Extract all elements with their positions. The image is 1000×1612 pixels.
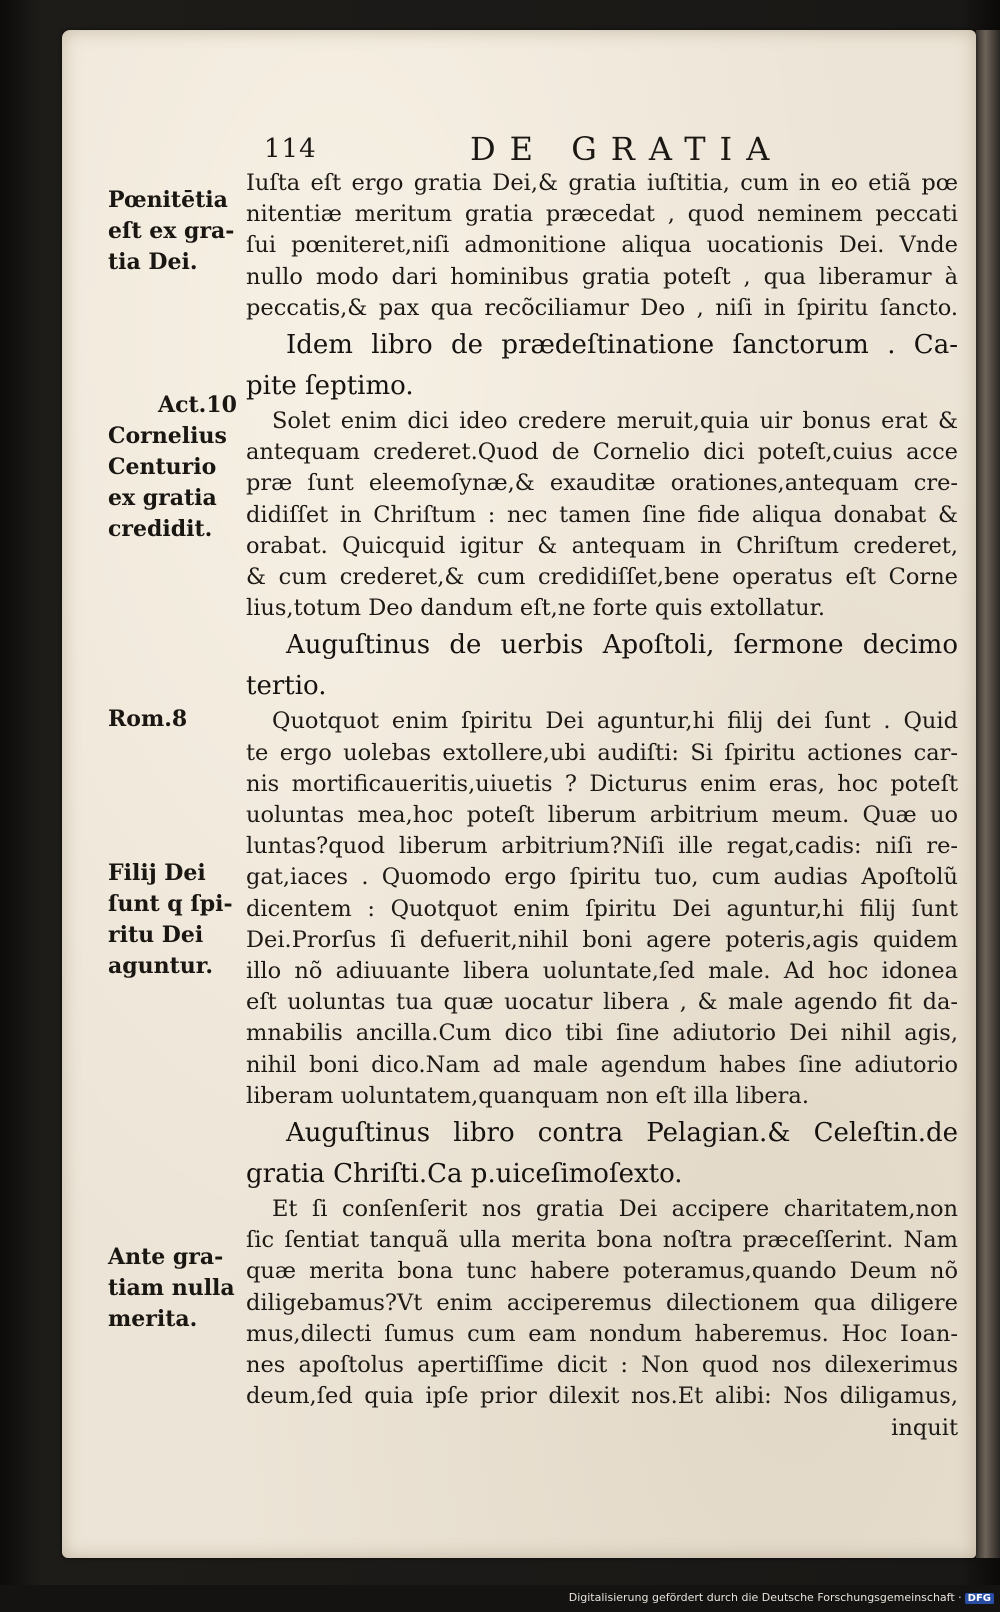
- text-line: antequam crederet.Quod de Cornelio dici poteſt,cuius acce: [246, 439, 958, 466]
- page-number: 114: [264, 134, 317, 164]
- text-line: ſui pœniteret,niſi admonitione aliqua uocationis Dei. Vnde: [246, 232, 958, 259]
- text-line: Dei.Prorſus ſi defuerit,nihil boni agere poteris,agis quidem: [246, 926, 958, 953]
- text-line: nes apoſtolus apertiſſime dicit : Non quod nos dilexerimus: [246, 1352, 958, 1379]
- text-line: illo nõ adiuuante libera uoluntate,ſed male. Ad hoc idonea: [246, 958, 958, 985]
- text-line: luntas?quod liberum arbitrium?Niſi ille regat,cadis: niſi re-: [246, 833, 958, 860]
- page-header: [62, 130, 976, 170]
- text-line: uoluntas mea,hoc poteſt liberum arbitrium meum. Quæ uo: [246, 802, 958, 829]
- text-line: ſic ſentiat tanquã ulla merita bona noſtra præceſſerint. Nam: [246, 1227, 958, 1254]
- text-line: mnabilis ancilla.Cum dico tibi ſine adiutorio Dei nihil agis,: [246, 1020, 958, 1047]
- text-line: diligebamus?Vt enim acciperemus dilectionem qua diligere: [246, 1289, 958, 1316]
- text-line: nis mortificaueritis,uiuetis ? Dicturus enim eras, hoc poteſt: [246, 770, 958, 797]
- text-line: mus,dilecti ſumus cum eam nondum haberemus. Hoc Ioan-: [246, 1320, 958, 1347]
- marginal-note: Pœnitētia eſt ex gra- tia Dei.: [108, 187, 235, 275]
- text-line: lius,totum Deo dandum eſt,ne forte quis extollatur.: [246, 595, 826, 622]
- text-line: gat,iaces . Quomodo ergo ſpiritu tuo, cum audias Apoſtolũ: [246, 864, 958, 891]
- main-text: [246, 168, 958, 1444]
- text-line: didiſſet in Chriſtum : nec tamen ſine fide aliqua donabat &: [246, 501, 958, 528]
- text-line: nitentiæ meritum gratia præcedat , quod neminem peccati: [246, 201, 958, 228]
- text-line: nullo modo dari hominibus gratia poteſt , qua liberamur à: [246, 263, 958, 290]
- catchword: inquit: [891, 1414, 958, 1441]
- text-line: liberam uoluntatem,quanquam non eſt illa libera.: [246, 1082, 809, 1109]
- running-head: DE GRATIA: [470, 130, 784, 168]
- section-heading: tertio.: [246, 671, 327, 702]
- marginal-note: Ante gra- tiam nulla merita.: [108, 1244, 235, 1332]
- book-edge: [976, 30, 1000, 1558]
- marginal-note: Cornelius Centurio ex gratia credidit.: [108, 423, 227, 542]
- section-heading: Auguſtinus libro contra Pelagian.& Celeſtin.de: [286, 1118, 958, 1149]
- dfg-logo: DFG: [965, 1593, 994, 1604]
- book-page: [62, 30, 976, 1558]
- section-heading: Auguſtinus de uerbis Apoſtoli, ſermone decimo: [286, 630, 958, 661]
- text-line: eſt uoluntas tua quæ uocatur libera , & male agendo fit da-: [246, 989, 958, 1016]
- text-line: Quotquot enim ſpiritu Dei aguntur,hi filij dei ſunt . Quid: [272, 708, 958, 735]
- text-line: præ ſunt eleemoſynæ,& exauditæ orationes,antequam cre-: [246, 470, 958, 497]
- text-line: Et ſi conſenſerit nos gratia Dei accipere charitatem,non: [272, 1196, 958, 1223]
- text-line: peccatis,& pax qua recõciliamur Deo , niſi in ſpiritu ſancto.: [246, 294, 958, 321]
- text-line: nihil boni dico.Nam ad male agendum habes ſine adiutorio: [246, 1051, 958, 1078]
- marginal-note: Filij Dei ſunt q ſpi- ritu Dei aguntur.: [108, 860, 233, 979]
- section-heading: Idem libro de prædeſtinatione ſanctorum . Ca-: [286, 330, 958, 361]
- text-line: deum,ſed quia ipſe prior dilexit nos.Et alibi: Nos diligamus,: [246, 1383, 958, 1410]
- text-line: te ergo uolebas extollere,ubi audiſti: Si ſpiritu actiones car-: [246, 739, 958, 766]
- text-line: Solet enim dici ideo credere meruit,quia uir bonus erat &: [272, 408, 958, 435]
- text-line: dicentem : Quotquot enim ſpiritu Dei aguntur,hi filij ſunt: [246, 895, 958, 922]
- section-heading: pite ſeptimo.: [246, 371, 414, 402]
- section-heading: gratia Chriſti.Ca p.uiceſimoſexto.: [246, 1159, 683, 1190]
- marginal-note: Rom.8: [108, 706, 188, 732]
- digitization-credit: Digitalisierung gefördert durch die Deutsche Forschungsgemeinschaft · DFG: [569, 1591, 994, 1604]
- text-line: Iuſta eſt ergo gratia Dei,& gratia iuſtitia, cum in eo etiã pœ: [246, 170, 958, 196]
- text-line: quæ merita bona tunc habere poteramus,quando Deum nõ: [246, 1258, 958, 1285]
- text-line: orabat. Quicquid igitur & antequam in Chriſtum crederet,: [246, 532, 958, 559]
- marginal-note: Act.10: [158, 392, 237, 418]
- text-line: & cum crederet,& cum credidiſſet,bene operatus eſt Corne: [246, 564, 958, 591]
